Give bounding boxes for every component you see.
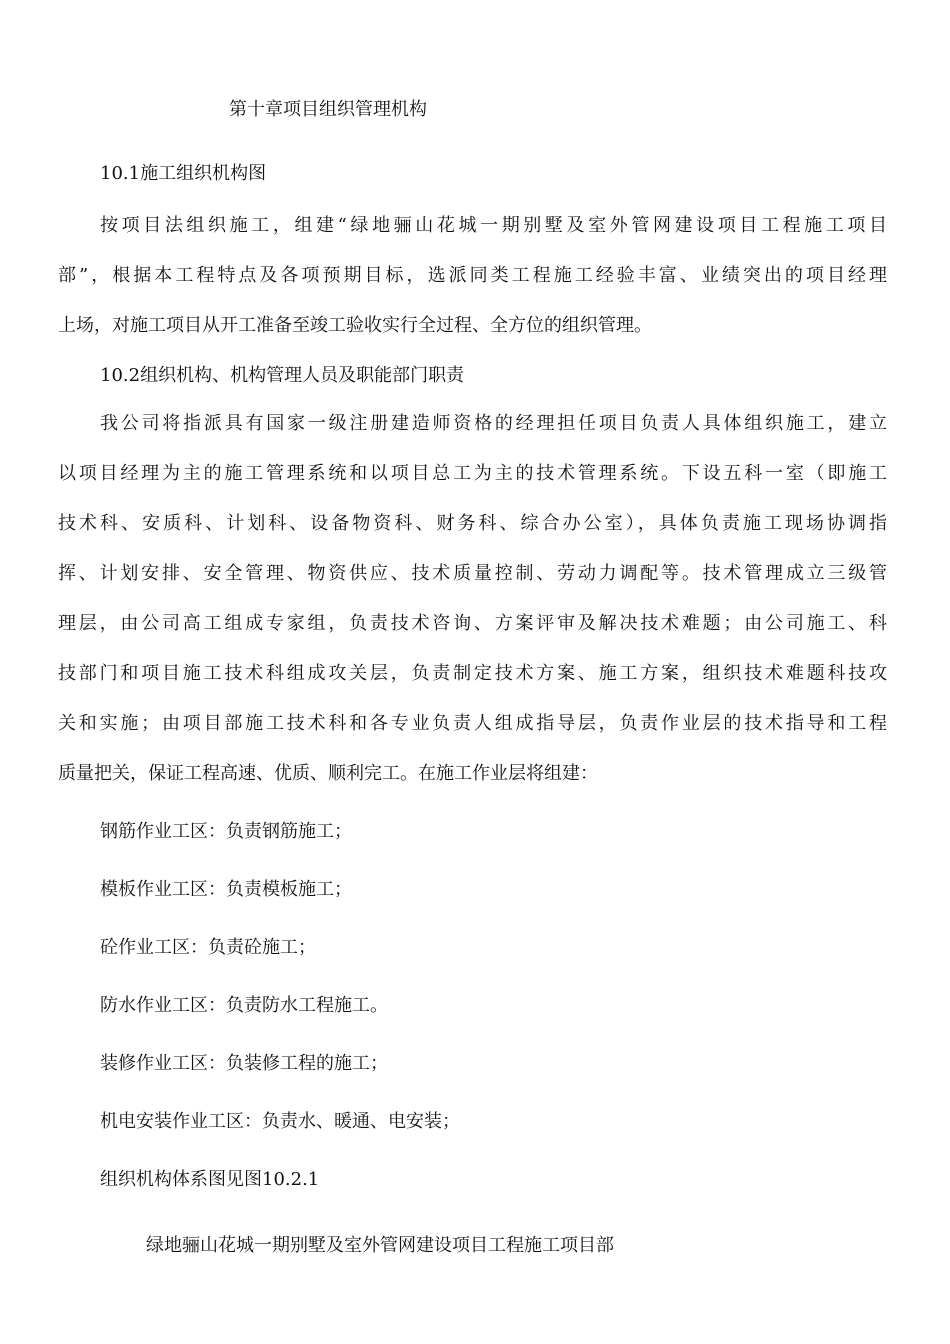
org-chart-top-node: 绿地骊山花城一期别墅及室外管网建设项目工程施工项目部: [146, 1235, 614, 1256]
paragraph-line: 理层，由公司高工组成专家组，负责技术咨询、方案评审及解决技术难题；由公司施工、科: [58, 613, 890, 634]
paragraph-line: 质量把关，保证工程高速、优质、顺利完工。在施工作业层将组建：: [58, 763, 598, 784]
work-area-item: 模板作业工区：负责模板施工；: [100, 879, 352, 900]
work-area-item: 砼作业工区：负责砼施工；: [100, 937, 316, 958]
work-area-item: 防水作业工区：负责防水工程施工。: [100, 995, 388, 1016]
paragraph-line: 以项目经理为主的施工管理系统和以项目总工为主的技术管理系统。下设五科一室（即施工: [58, 463, 890, 484]
paragraph-line: 技术科、安质科、计划科、设备物资科、财务科、综合办公室），具体负责施工现场协调指: [58, 513, 891, 534]
figure-reference: 组织机构体系图见图10.2.1: [100, 1169, 320, 1190]
work-area-item: 钢筋作业工区：负责钢筋施工；: [100, 821, 352, 842]
paragraph-line: 按项目法组织施工，组建“绿地骊山花城一期别墅及室外管网建设项目工程施工项目: [100, 215, 891, 236]
paragraph-line: 关和实施；由项目部施工技术科和各专业负责人组成指导层，负责作业层的技术指导和工程: [58, 713, 890, 734]
work-area-item: 机电安装作业工区：负责水、暖通、电安装；: [100, 1111, 460, 1132]
paragraph-line: 上场，对施工项目从开工准备至竣工验收实行全过程、全方位的组织管理。: [58, 315, 652, 336]
work-area-item: 装修作业工区：负装修工程的施工；: [100, 1053, 388, 1074]
paragraph-line: 部”，根据本工程特点及各项预期目标，选派同类工程施工经验丰富、业绩突出的项目经理: [58, 265, 891, 286]
paragraph-line: 我公司将指派具有国家一级注册建造师资格的经理担任项目负责人具体组织施工，建立: [100, 413, 890, 434]
paragraph-line: 挥、计划安排、安全管理、物资供应、技术质量控制、劳动力调配等。技术管理成立三级管: [58, 563, 890, 584]
section-heading-10-1: 10.1施工组织机构图: [100, 163, 267, 184]
section-heading-10-2: 10.2组织机构、机构管理人员及职能部门职责: [100, 365, 465, 386]
paragraph-line: 技部门和项目施工技术科组成攻关层，负责制定技术方案、施工方案，组织技术难题科技攻: [58, 663, 890, 684]
chapter-title: 第十章项目组织管理机构: [229, 99, 427, 120]
